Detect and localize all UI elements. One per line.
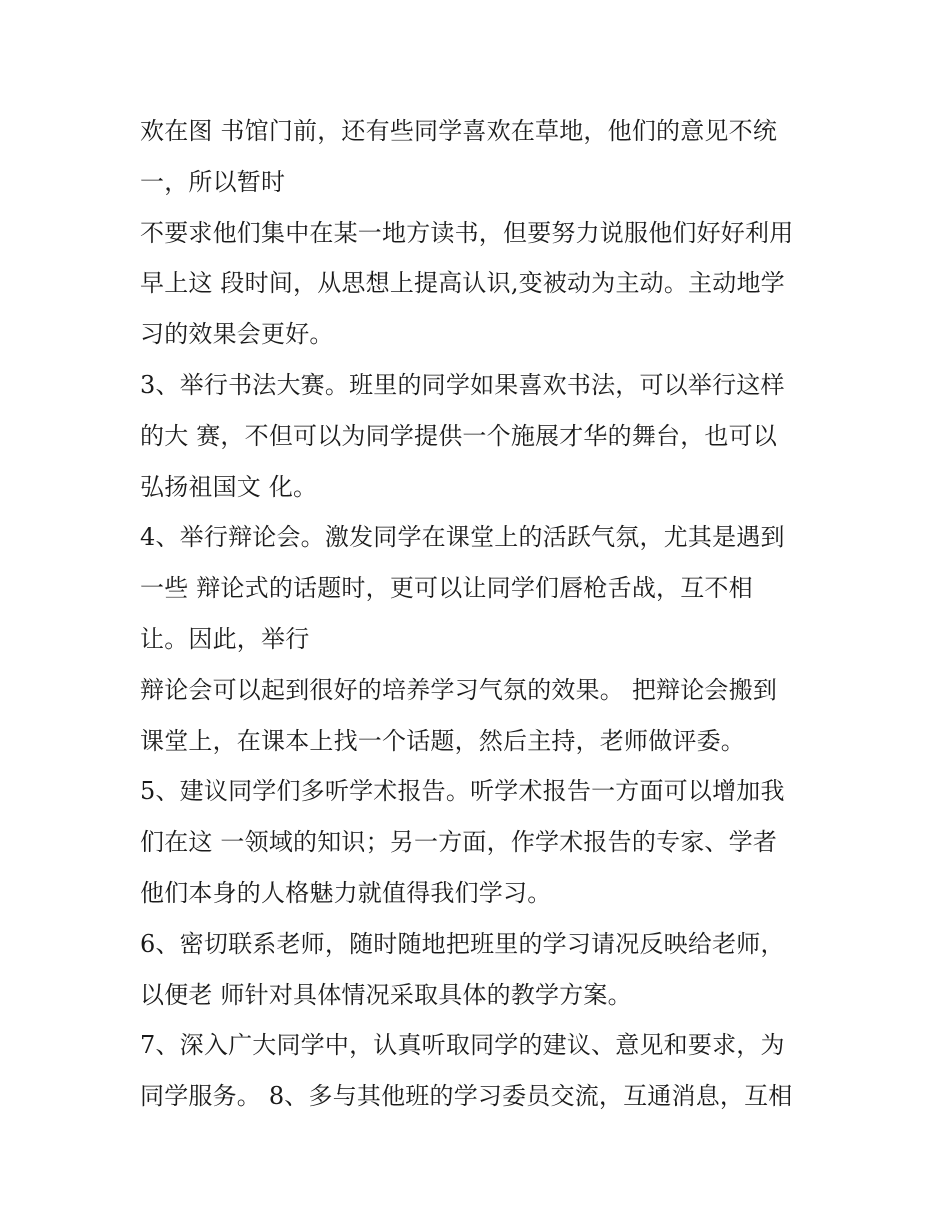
text-line: 的大 赛，不但可以为同学提供一个施展才华的舞台，也可以 bbox=[140, 421, 778, 450]
text-line: 让。因此，举行 bbox=[140, 624, 310, 653]
text-line: 3、举行书法大赛。班里的同学如果喜欢书法，可以举行这样 bbox=[140, 370, 785, 399]
text-line: 5、建议同学们多听学术报告。听学术报告一方面可以增加我 bbox=[140, 777, 785, 806]
text-line: 4、举行辩论会。激发同学在课堂上的活跃气氛，尤其是遇到 bbox=[140, 523, 785, 552]
text-line: 不要求他们集中在某一地方读书，但要努力说服他们好好利用 bbox=[140, 218, 794, 247]
text-line: 们在这 一领域的知识；另一方面，作学术报告的专家、学者 bbox=[140, 828, 778, 857]
text-line: 欢在图 书馆门前，还有些同学喜欢在草地，他们的意见不统 bbox=[140, 117, 778, 145]
text-line: 早上这 段时间，从思想上提高认识,变被动为主动。主动地学 bbox=[140, 269, 785, 298]
text-line: 7、深入广大同学中，认真听取同学的建议、意见和要求，为 bbox=[140, 1031, 785, 1060]
text-line: 弘扬祖国文 化。 bbox=[140, 472, 318, 501]
text-line: 一，所以暂时 bbox=[140, 167, 286, 196]
text-line: 习的效果会更好。 bbox=[140, 320, 334, 349]
text-line: 以便老 师针对具体情况采取具体的教学方案。 bbox=[140, 980, 632, 1009]
text-line: 辩论会可以起到很好的培养学习气氛的效果。 把辩论会搬到 bbox=[140, 675, 778, 704]
text-line: 课堂上，在课本上找一个话题，然后主持，老师做评委。 bbox=[140, 726, 745, 755]
text-line: 6、密切联系老师，随时随地把班里的学习请况反映给老师， bbox=[140, 929, 785, 958]
text-line: 同学服务。 8、多与其他班的学习委员交流，互通消息，互相 bbox=[140, 1082, 793, 1111]
text-line: 他们本身的人格魅力就值得我们学习。 bbox=[140, 878, 552, 907]
text-line: 一些 辩论式的话题时，更可以让同学们唇枪舌战，互不相 bbox=[140, 574, 753, 603]
